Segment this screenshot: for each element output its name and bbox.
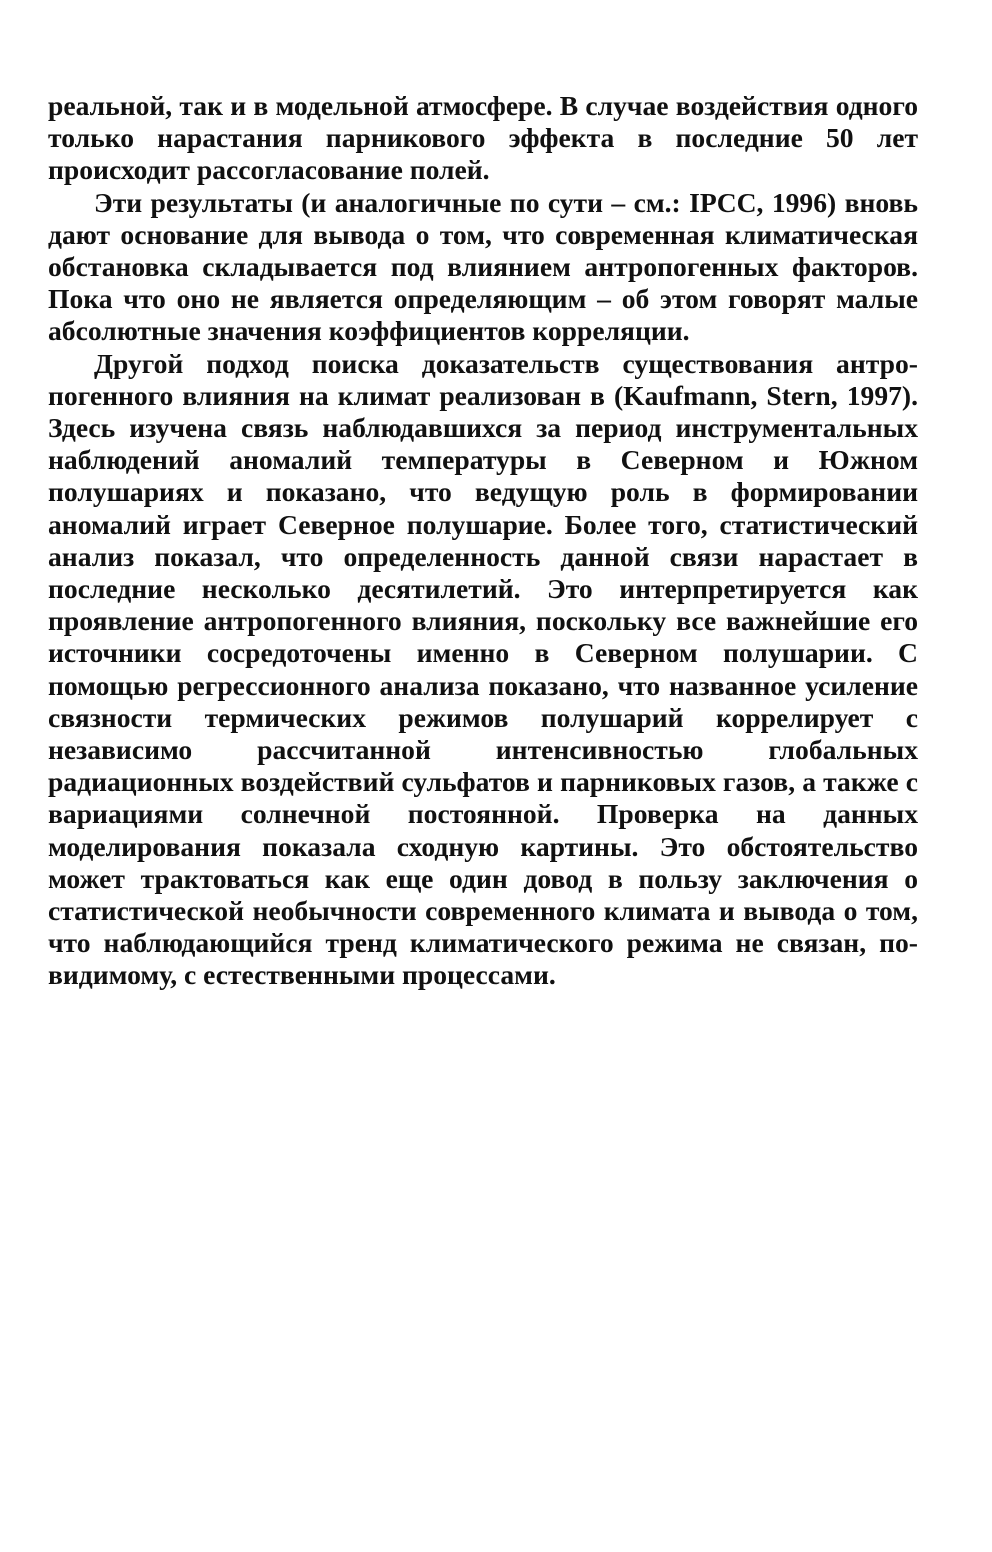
document-page bbox=[48, 90, 918, 992]
paragraph-2: Эти результаты (и аналогичные по сути – см.: IPCC, 1996) вновь дают основание для вывода о том, что современная климатическая обстановка складывается под влиянием антропогенных факторов. Пока что оно не является определяющим – об этом говорят малые абсолютные значения коэффициентов корреляции. bbox=[48, 186, 918, 347]
paragraph-1: реальной, так и в модельной атмосфере. В случае воздействия одного только нарастания парникового эффекта в последние 50 лет происходит рассогласование полей. bbox=[48, 90, 918, 186]
paragraph-3: Другой подход поиска доказательств существования антропогенного влияния на климат реализован в (Kaufmann, Stern, 1997). Здесь изучена связь наблюдавшихся за период инструментальных наблюдений аномалий температуры в Северном и Южном полушариях и показано, что ведущую роль в формировании аномалий играет Северное полушарие. Более того, статистический анализ показал, что определенность данной связи нарастает в последние несколько десятилетий. Это интерпретируется как проявление антропогенного влияния, поскольку все важнейшие его источники сосредоточены именно в Северном полушарии. С помощью регрессионного анализа показано, что названное усиление связности термических режимов полушарий коррелирует с независимо рассчитанной интенсивностью глобальных радиационных воздействий сульфатов и парниковых газов, а также с вариациями солнечной постоянной. Проверка на данных моделирования показала сходную картины. Это обстоятельство может трактоваться как еще один довод в пользу заключения о статистической необычности современного климата и вывода о том, что наблюдающийся тренд климатического режима не связан, по-видимому, с естественными процессами. bbox=[48, 347, 918, 991]
